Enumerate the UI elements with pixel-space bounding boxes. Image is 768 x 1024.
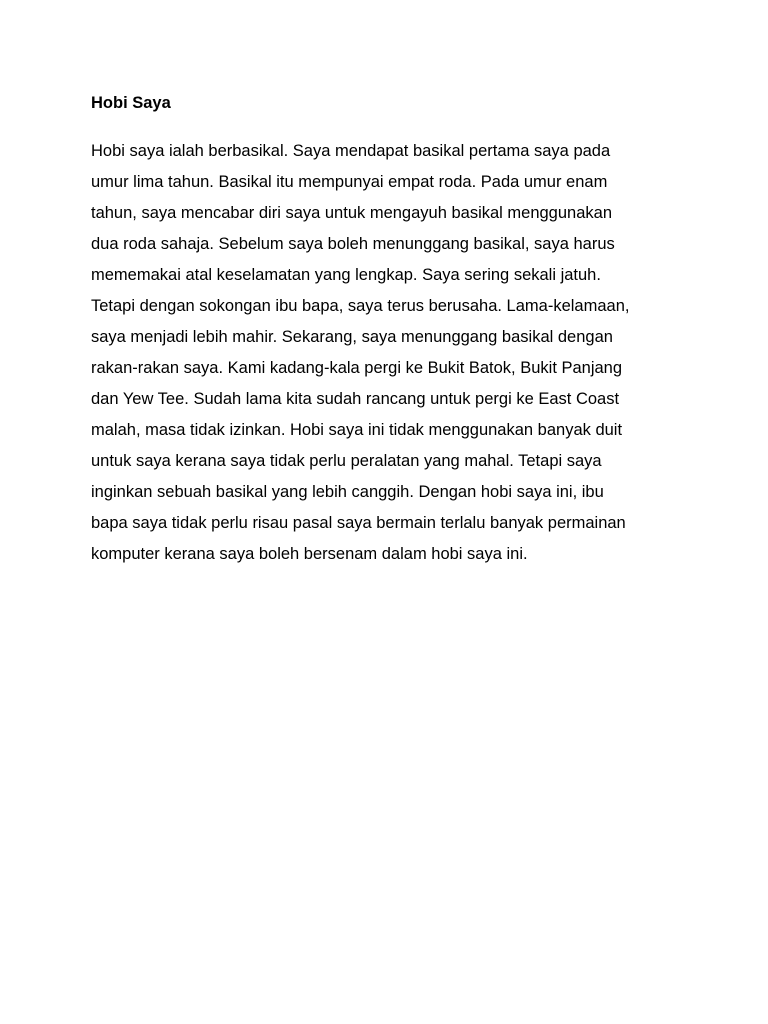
paragraph-line: dan Yew Tee. Sudah lama kita sudah rancang untuk pergi ke East Coast <box>91 390 620 408</box>
paragraph-line: untuk saya kerana saya tidak perlu peralatan yang mahal. Tetapi saya <box>91 452 602 470</box>
paragraph-line: inginkan sebuah basikal yang lebih canggih. Dengan hobi saya ini, ibu <box>91 483 604 501</box>
paragraph-line: mememakai atal keselamatan yang lengkap. Saya sering sekali jatuh. <box>91 266 601 284</box>
paragraph-line: saya menjadi lebih mahir. Sekarang, saya menunggang basikal dengan <box>91 328 613 346</box>
document-title: Hobi Saya <box>91 94 171 112</box>
paragraph-line: Hobi saya ialah berbasikal. Saya mendapat basikal pertama saya pada <box>91 142 611 160</box>
paragraph-line: malah, masa tidak izinkan. Hobi saya ini tidak menggunakan banyak duit <box>91 421 623 439</box>
paragraph-line: bapa saya tidak perlu risau pasal saya bermain terlalu banyak permainan <box>91 514 626 532</box>
paragraph-line: komputer kerana saya boleh bersenam dalam hobi saya ini. <box>91 545 528 563</box>
paragraph-line: rakan-rakan saya. Kami kadang-kala pergi ke Bukit Batok, Bukit Panjang <box>91 359 623 377</box>
paragraph-line: tahun, saya mencabar diri saya untuk mengayuh basikal menggunakan <box>91 204 612 222</box>
document-paragraph <box>91 136 691 570</box>
paragraph-line: dua roda sahaja. Sebelum saya boleh menunggang basikal, saya harus <box>91 235 615 253</box>
paragraph-line: Tetapi dengan sokongan ibu bapa, saya terus berusaha. Lama-kelamaan, <box>91 297 630 315</box>
paragraph-line: umur lima tahun. Basikal itu mempunyai empat roda. Pada umur enam <box>91 173 608 191</box>
